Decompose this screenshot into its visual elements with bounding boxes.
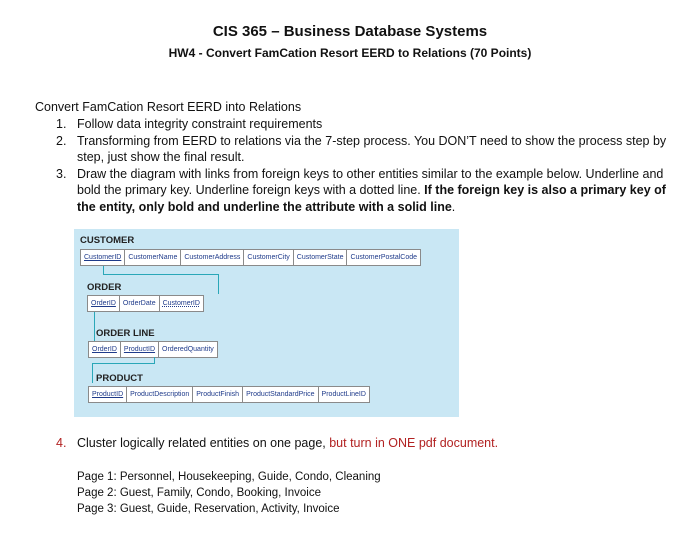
list-item-text: Cluster logically related entities on one page, — [77, 436, 330, 450]
page-title: CIS 365 – Business Database Systems — [212, 23, 488, 40]
entity-label-product: PRODUCT — [96, 373, 143, 384]
instruction-item-4 — [56, 436, 498, 450]
product-attr: ProductID — [89, 387, 127, 402]
list-item-text: Follow data integrity constraint requirements — [77, 117, 323, 131]
product-attr: ProductLineID — [321, 391, 366, 398]
order-attr: CustomerID — [162, 300, 200, 307]
customer-attr: CustomerID — [81, 250, 125, 265]
customer-attr: CustomerName — [125, 250, 181, 265]
customer-attr: CustomerState — [294, 250, 348, 265]
order-attr: OrderDate — [120, 296, 160, 311]
customer-attr: CustomerPostalCode — [350, 254, 418, 261]
entity-label-customer: CUSTOMER — [80, 235, 135, 246]
fk-link-line — [92, 363, 93, 383]
instruction-list — [56, 116, 668, 215]
order-line-attr: OrderedQuantity — [162, 346, 214, 353]
entity-label-order-line: ORDER LINE — [96, 328, 155, 339]
order-line-attr: ProductID — [121, 342, 159, 357]
page-assignment-line: Page 1: Personnel, Housekeeping, Guide, Condo, Cleaning — [77, 471, 381, 483]
fk-link-line — [103, 274, 218, 275]
product-attr: ProductDescription — [127, 387, 193, 402]
list-item-text: Transforming from EERD to relations via the 7-step process. You DON’T need to show the process step by step, just show the final result. — [77, 133, 667, 164]
list-item — [56, 133, 668, 166]
page-assignment-line: Page 2: Guest, Family, Condo, Booking, Invoice — [77, 487, 321, 499]
list-item — [56, 166, 668, 216]
entity-label-order: ORDER — [87, 282, 122, 293]
list-number: 4. — [56, 436, 67, 450]
fk-link-line — [94, 312, 95, 342]
order-attr: OrderID — [88, 296, 120, 311]
customer-attr: CustomerCity — [244, 250, 293, 265]
page-assignment-line: Page 3: Guest, Guide, Reservation, Activity, Invoice — [77, 503, 340, 515]
order-line-attr: OrderID — [89, 342, 121, 357]
example-relational-diagram — [74, 229, 459, 417]
list-item-red-text: but turn in ONE pdf document. — [329, 436, 499, 450]
fk-link-line — [218, 274, 219, 294]
order-table — [87, 295, 204, 312]
list-number: 2. — [56, 133, 67, 148]
page-subtitle: HW4 - Convert FamCation Resort EERD to Relations (70 Points) — [168, 46, 532, 60]
intro-text: Convert FamCation Resort EERD into Relations — [35, 100, 302, 114]
list-item-bold-text: If the foreign key is also a primary key of the entity, only bold and underline the attribute with a solid line — [77, 183, 666, 214]
list-number: 1. — [56, 117, 67, 131]
list-number: 3. — [56, 166, 67, 181]
list-item-text-end: . — [451, 199, 456, 214]
product-attr: ProductStandardPrice — [243, 387, 318, 402]
page-assignments — [77, 469, 381, 517]
product-attr: ProductFinish — [193, 387, 243, 402]
list-item — [56, 116, 668, 133]
fk-link-line — [92, 363, 155, 364]
order-line-table — [88, 341, 218, 358]
product-table — [88, 386, 370, 403]
customer-attr: CustomerAddress — [181, 250, 244, 265]
customer-table — [80, 249, 421, 266]
list-item-text: Draw the diagram with links from foreign keys to other entities similar to the example below. Underline and bold the primary key. Underline foreign keys with a dotted line. — [77, 166, 664, 197]
